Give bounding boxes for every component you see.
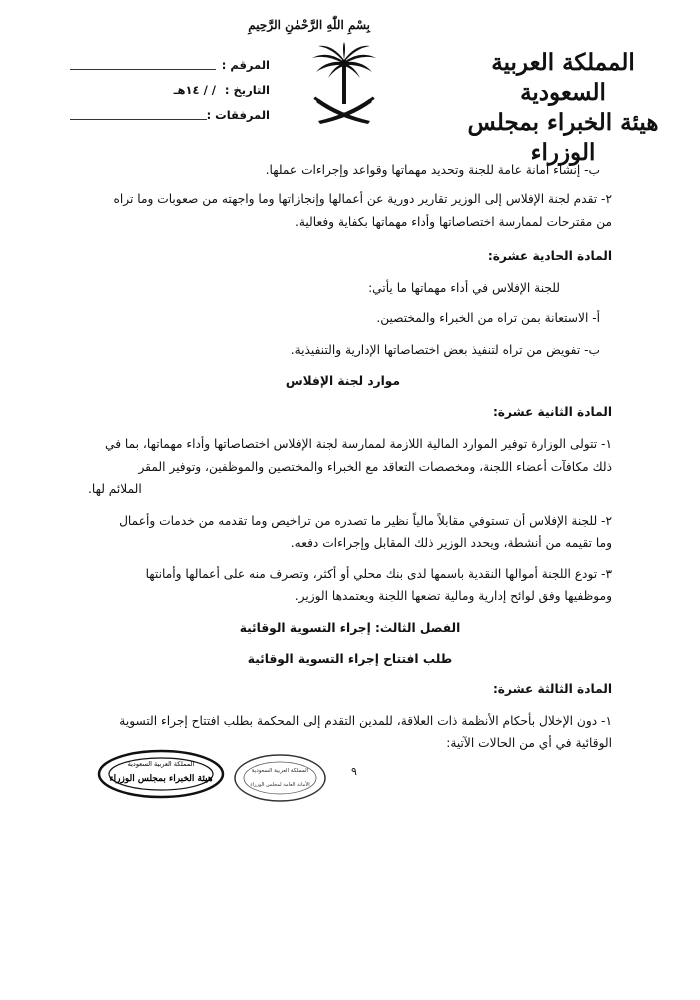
secretariat-stamp-icon: [232, 752, 328, 804]
article-13-clause-1-line-1: ١- دون الإخلال بأحكام الأنظمة ذات العلاقة، للمدين التقدم إلى المحكمة بطلب افتتاح إجراء التسوية: [119, 714, 612, 728]
chapter-3-heading: الفصل الثالث: إجراء التسوية الوقائية: [239, 621, 461, 635]
article-12-clause-3-line-1: ٣- تودع اللجنة أموالها النقدية باسمها لدى بنك محلي أو أكثر، وتصرف منه على أعمالها وأمانتها: [145, 567, 612, 581]
clause-2-line-1: ٢- تقدم لجنة الإفلاس إلى الوزير تقارير دورية عن أعمالها وإنجازاتها وما واجهته من صعوبات وما تراه: [113, 192, 612, 206]
authority-name: هيئة الخبراء بمجلس الوزراء: [467, 109, 659, 166]
date-value: / / ١٤هـ: [173, 82, 216, 97]
official-stamp-icon: [96, 748, 226, 800]
reference-line: [70, 59, 216, 70]
article-11-title: المادة الحادية عشرة:: [487, 249, 612, 263]
date-label: التاريخ :: [224, 82, 270, 97]
attachments-row: [70, 102, 270, 127]
kingdom-name: المملكة العربية السعودية: [491, 49, 635, 106]
issuing-authority: [448, 48, 678, 168]
reference-label: المرقم :: [221, 57, 270, 72]
stamp-right-bottom-text: الأمانة العامة لمجلس الوزراء: [250, 782, 310, 788]
article-11-intro: للجنة الإفلاس في أداء مهماتها ما يأتي:: [368, 281, 560, 295]
article-12-clause-1-line-1: ١- تتولى الوزارة توفير الموارد المالية اللازمة لممارسة لجنة الإفلاس اختصاصاتها وأداء مهماتها، بما في: [105, 437, 612, 451]
article-11-item-b: ب- تفويض من تراه لتنفيذ بعض اختصاصاتها الإدارية والتنفيذية.: [290, 343, 600, 357]
reference-block: [70, 52, 270, 127]
attachments-line: [70, 109, 207, 120]
saudi-emblem-icon: [308, 42, 380, 128]
article-12-clause-2-line-2: وما تقيمه من أنشطة، ويحدد الوزير ذلك المقابل وإجراءات دفعه.: [290, 536, 612, 550]
stamp-right-top-text: المملكة العربية السعودية: [251, 768, 309, 774]
stamp-left-top-text: المملكة العربية السعودية: [127, 760, 195, 768]
page-number: ٩: [351, 765, 357, 778]
stamp-left-bottom-text: هيئة الخبراء بمجلس الوزراء: [109, 774, 213, 784]
article-12-clause-1-line-2: ذلك مكافآت أعضاء اللجنة، ومخصصات التعاقد مع الخبراء والمختصين والموظفين، وتوفير المقر: [138, 460, 612, 474]
date-row: [70, 77, 270, 102]
attachments-label: المرفقات :: [206, 107, 270, 122]
chapter-3-subheading: طلب افتتاح إجراء التسوية الوقائية: [247, 652, 453, 666]
article-11-item-a: أ- الاستعانة بمن تراه من الخبراء والمختصين.: [376, 311, 600, 325]
article-12-title: المادة الثانية عشرة:: [492, 405, 612, 419]
article-12-clause-1-line-3: الملائم لها.: [88, 482, 142, 496]
clause-2-line-2: من مقترحات لممارسة اختصاصاتها وأداء مهماتها بكفاية وفعالية.: [294, 215, 612, 229]
bismillah: بِسْمِ اللّٰهِ الرَّحْمٰنِ الرَّحِيمِ: [248, 18, 370, 32]
clause-b-secretariat: ب- إنشاء أمانة عامة للجنة وتحديد مهماتها وقواعد وإجراءات عملها.: [265, 163, 600, 177]
section-heading-resources: موارد لجنة الإفلاس: [285, 374, 400, 388]
article-13-title: المادة الثالثة عشرة:: [492, 682, 612, 696]
article-12-clause-3-line-2: وموظفيها وفق لوائح إدارية ومالية تضعها اللجنة ويعتمدها الوزير.: [294, 589, 612, 603]
reference-row: [70, 52, 270, 77]
article-13-clause-1-line-2: الوقائية في أي من الحالات الآتية:: [446, 736, 612, 750]
article-12-clause-2-line-1: ٢- للجنة الإفلاس أن تستوفي مقابلاً مالياً نظير ما تصدره من تراخيص وما تقدمه من خدمات وأعمال: [119, 514, 612, 528]
